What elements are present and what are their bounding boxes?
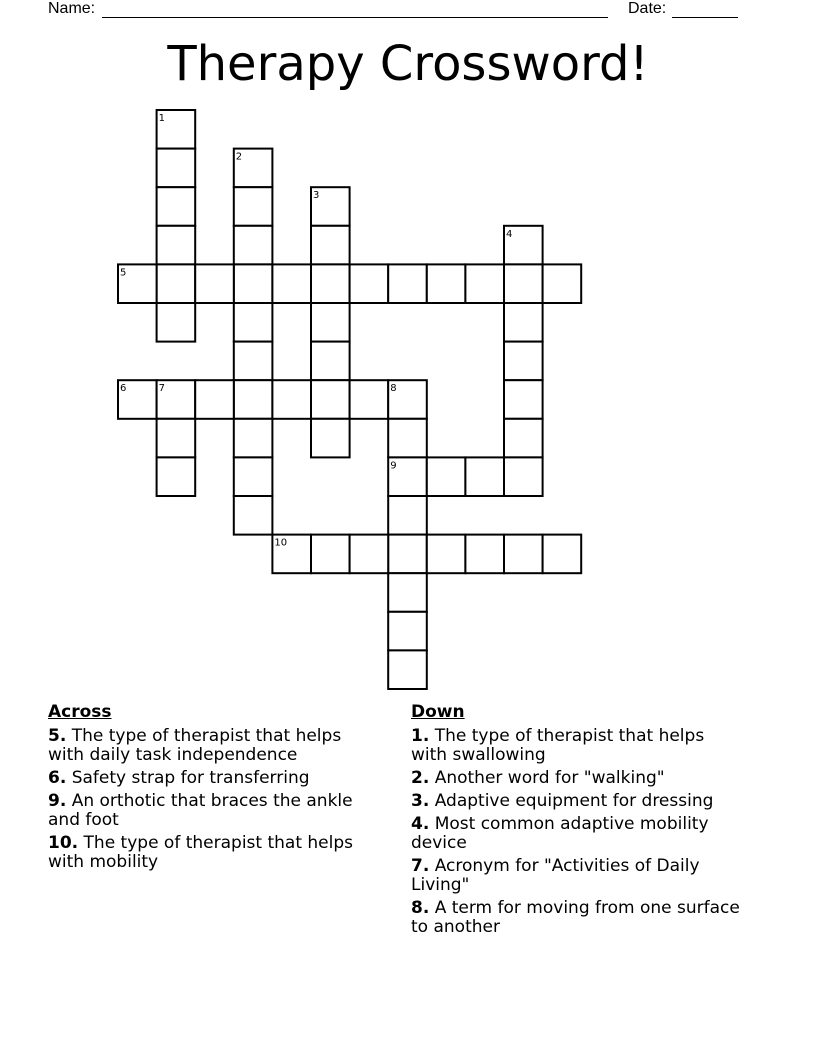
crossword-cell[interactable] [388,535,427,574]
crossword-cell[interactable] [427,535,466,574]
name-label: Name: [48,0,96,17]
clue-number: 7. [411,856,430,876]
crossword-cell[interactable] [543,535,582,574]
down-clue [411,815,741,853]
crossword-cell[interactable] [234,457,273,496]
crossword-cell[interactable] [157,457,196,496]
crossword-cell[interactable] [272,264,311,303]
down-heading: Down [411,702,465,722]
crossword-cell[interactable] [195,380,234,419]
down-clue [411,857,741,895]
crossword-cell[interactable] [234,380,273,419]
crossword-cell[interactable] [311,264,350,303]
crossword-cell[interactable] [388,612,427,651]
crossword-cell[interactable] [350,264,389,303]
clue-text: Adaptive equipment for dressing [434,791,714,811]
clue-number: 4. [411,814,430,834]
clue-text: Most common adaptive mobility device [411,814,709,853]
clue-text: The type of therapist that helps with mobility [48,833,353,872]
clue-number: 8. [411,898,430,918]
down-clue [411,792,741,811]
clue-number: 6. [48,768,67,788]
crossword-cell[interactable] [234,226,273,265]
clue-number: 2. [411,768,430,788]
crossword-cell[interactable] [504,380,543,419]
clue-text: Acronym for "Activities of Daily Living" [411,856,700,895]
crossword-cell[interactable] [504,419,543,458]
clue-number-label: 4 [506,228,513,240]
clue-number: 1. [411,726,430,746]
across-clues [48,703,378,876]
across-clue [48,792,378,830]
clue-number-label: 5 [120,267,127,279]
across-clue [48,727,378,765]
crossword-cell[interactable] [234,303,273,342]
crossword-cell[interactable] [157,226,196,265]
down-clue [411,727,741,765]
crossword-cell[interactable] [311,380,350,419]
crossword-cell[interactable] [388,573,427,612]
across-clue [48,834,378,872]
down-clue [411,769,741,788]
crossword-cell[interactable] [234,419,273,458]
crossword-cell[interactable] [311,535,350,574]
clue-number: 9. [48,791,67,811]
crossword-cell[interactable] [311,303,350,342]
clue-number-label: 1 [158,113,165,124]
clue-text: The type of therapist that helps with swallowing [411,726,705,765]
clue-text: An orthotic that braces the ankle and foot [48,791,353,830]
crossword-cell[interactable] [272,380,311,419]
clue-number-label: 2 [235,151,243,163]
clue-text: Safety strap for transferring [71,768,310,788]
clue-number-label: 9 [390,460,397,472]
crossword-cell[interactable] [311,342,350,381]
crossword-cell[interactable] [465,264,504,303]
clue-number-label: 6 [120,383,127,395]
crossword-cell[interactable] [234,187,273,226]
crossword-cell[interactable] [504,457,543,496]
clue-number-label: 7 [158,383,165,395]
crossword-cell[interactable] [350,380,389,419]
clue-text: Another word for "walking" [434,768,665,788]
crossword-cell[interactable] [157,149,196,188]
crossword-cell[interactable] [157,187,196,226]
crossword-cell[interactable] [234,496,273,535]
crossword-cell[interactable] [427,457,466,496]
clue-number: 3. [411,791,430,811]
clue-text: A term for moving from one surface to another [411,898,740,937]
crossword-cell[interactable] [504,342,543,381]
crossword-cell[interactable] [465,535,504,574]
across-heading: Across [48,702,112,722]
crossword-cell[interactable] [234,264,273,303]
crossword-cell[interactable] [388,496,427,535]
clue-number: 10. [48,833,79,853]
crossword-cell[interactable] [311,226,350,265]
date-label: Date: [628,0,667,17]
down-clues [411,703,741,941]
crossword-cell[interactable] [350,535,389,574]
clue-number-label: 3 [313,190,320,202]
down-clue [411,899,741,937]
clue-text: The type of therapist that helps with daily task independence [48,726,342,765]
crossword-cell[interactable] [504,535,543,574]
page-title: Therapy Crossword! [167,36,649,92]
crossword-cell[interactable] [543,264,582,303]
crossword-cell[interactable] [504,303,543,342]
clue-number-label: 8 [390,383,397,395]
crossword-cell[interactable] [157,303,196,342]
crossword-cell[interactable] [234,342,273,381]
crossword-cell[interactable] [195,264,234,303]
crossword-cell[interactable] [311,419,350,458]
crossword-cell[interactable] [427,264,466,303]
crossword-cell[interactable] [388,419,427,458]
crossword-cell[interactable] [504,264,543,303]
crossword-cell[interactable] [388,650,427,689]
crossword-cell[interactable] [157,264,196,303]
crossword-cell[interactable] [157,419,196,458]
across-clue [48,769,378,788]
clue-number: 5. [48,726,67,746]
crossword-cell[interactable] [388,264,427,303]
crossword-cell[interactable] [465,457,504,496]
clue-number-label: 10 [274,537,288,549]
